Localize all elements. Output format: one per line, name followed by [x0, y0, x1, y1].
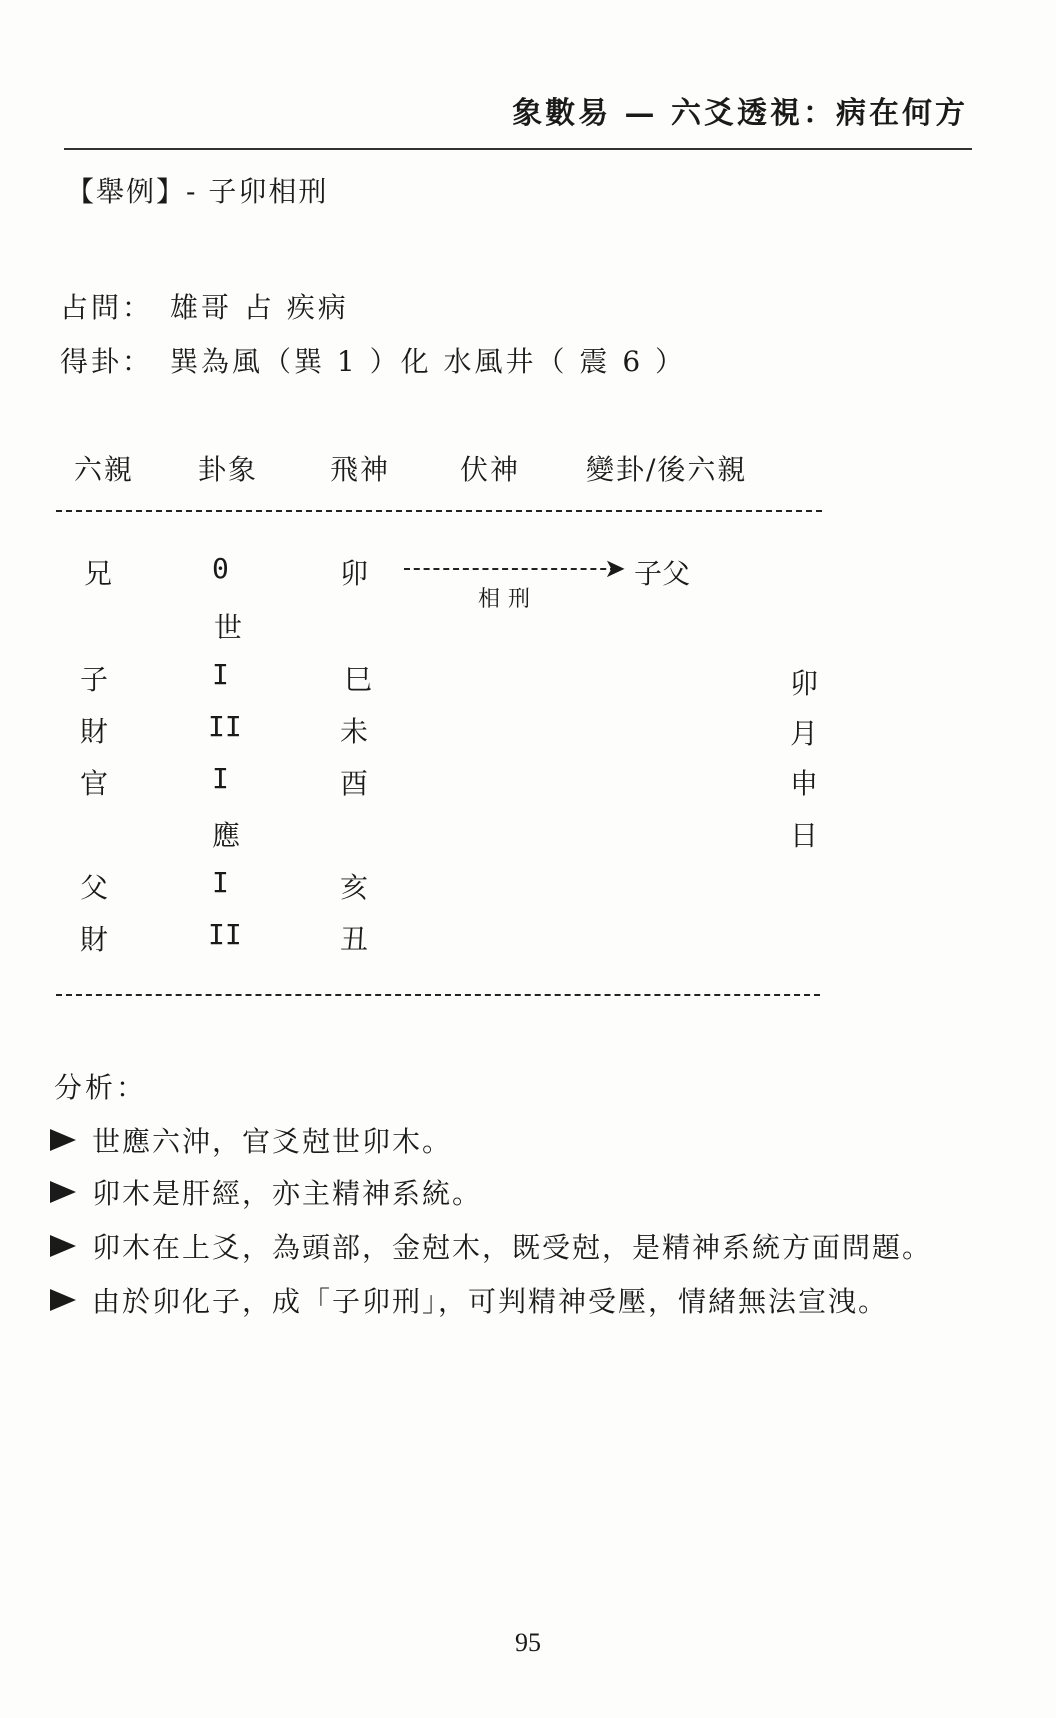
- arrow-right-icon: ➤: [604, 554, 626, 584]
- row-line-symbol: 0: [212, 552, 229, 585]
- header-rule: [64, 148, 972, 150]
- arrow-bullet-icon: [50, 1235, 76, 1257]
- analysis-text: 卯木是肝經，亦主精神系統。: [92, 1177, 483, 1210]
- arrow-label: 相刑: [478, 587, 539, 612]
- changed-relative: 子父: [634, 557, 691, 590]
- row-line-symbol: II: [208, 918, 242, 951]
- row-branch: 巳: [344, 663, 373, 696]
- analysis-item: [50, 1226, 932, 1266]
- row-relative: 父: [80, 871, 109, 904]
- month-branch: 卯: [790, 667, 819, 700]
- arrow-bullet-icon: [50, 1181, 76, 1203]
- row-relative: 財: [80, 715, 109, 748]
- analysis-item: [50, 1172, 482, 1212]
- arrow-bullet-icon: [50, 1129, 76, 1151]
- column-header-changed-hexagram: 變卦/後六親: [586, 453, 748, 486]
- row-branch: 酉: [340, 767, 369, 800]
- transform-arrow-line: [404, 568, 616, 570]
- example-title: 【舉例】- 子卯相刑: [66, 175, 329, 208]
- question-label: 占問：: [60, 291, 154, 324]
- analysis-text: 卯木在上爻，為頭部，金尅木，既受尅，是精神系統方面問題。: [92, 1231, 933, 1264]
- day-branch: 申: [790, 767, 819, 800]
- row-branch: 亥: [340, 871, 369, 904]
- row-branch: 丑: [340, 923, 369, 956]
- response-marker: 應: [212, 819, 241, 852]
- row-relative: 官: [80, 767, 109, 800]
- column-header-hidden-spirit: 伏神: [460, 453, 521, 486]
- row-line-symbol: I: [212, 762, 229, 795]
- row-branch: 未: [340, 715, 369, 748]
- arrow-bullet-icon: [50, 1289, 76, 1311]
- month-label: 月: [790, 717, 819, 750]
- world-marker: 世: [214, 611, 243, 644]
- row-line-symbol: I: [212, 658, 229, 691]
- column-header-relative: 六親: [74, 453, 135, 486]
- hexagram-label: 得卦：: [60, 345, 154, 378]
- analysis-text: 世應六沖，官爻尅世卯木。: [92, 1125, 453, 1158]
- column-header-flying-spirit: 飛神: [330, 453, 391, 486]
- day-label: 日: [790, 819, 819, 852]
- table-top-rule: [56, 510, 822, 512]
- question-text: 雄哥 占 疾病: [170, 291, 349, 324]
- analysis-item: [50, 1120, 452, 1160]
- row-line-symbol: I: [212, 866, 229, 899]
- table-bottom-rule: [56, 994, 820, 996]
- row-branch: 卯: [340, 557, 369, 590]
- row-relative: 子: [80, 663, 109, 696]
- row-relative: 兄: [84, 557, 113, 590]
- analysis-title: 分析：: [54, 1071, 148, 1104]
- running-header: 象數易 — 六爻透視：病在何方: [512, 96, 968, 131]
- hexagram-text: 巽為風（巽 1 ）化 水風井（ 震 6 ）: [170, 345, 687, 378]
- page-number: 95: [515, 1628, 541, 1657]
- column-header-symbol: 卦象: [198, 453, 259, 486]
- row-relative: 財: [80, 923, 109, 956]
- analysis-text: 由於卯化子，成「子卯刑」，可判精神受壓，情緒無法宣洩。: [92, 1285, 889, 1318]
- analysis-item: [50, 1280, 888, 1320]
- row-line-symbol: II: [208, 710, 242, 743]
